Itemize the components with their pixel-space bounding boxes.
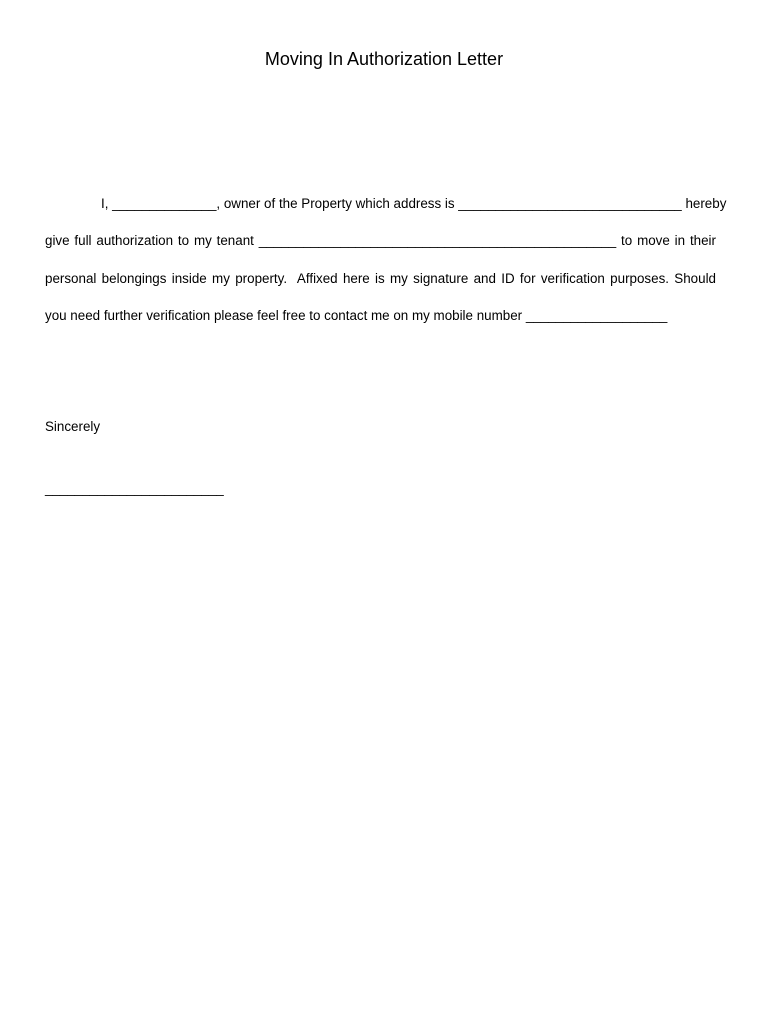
body-line-1: I, ______________, owner of the Property which address is ______________________________ hereby: [101, 196, 727, 211]
document-title: Moving In Authorization Letter: [264, 49, 504, 69]
signature-line: ________________________: [45, 481, 224, 496]
closing-text: Sincerely: [45, 419, 101, 434]
body-line-4: you need further verification please feel free to contact me on my mobile number ___________________: [45, 308, 668, 323]
body-line-3: personal belongings inside my property. Affixed here is my signature and ID for verification purposes. Should: [45, 271, 716, 286]
body-line-2: give full authorization to my tenant ________________________________________________ to move in their: [45, 233, 716, 248]
